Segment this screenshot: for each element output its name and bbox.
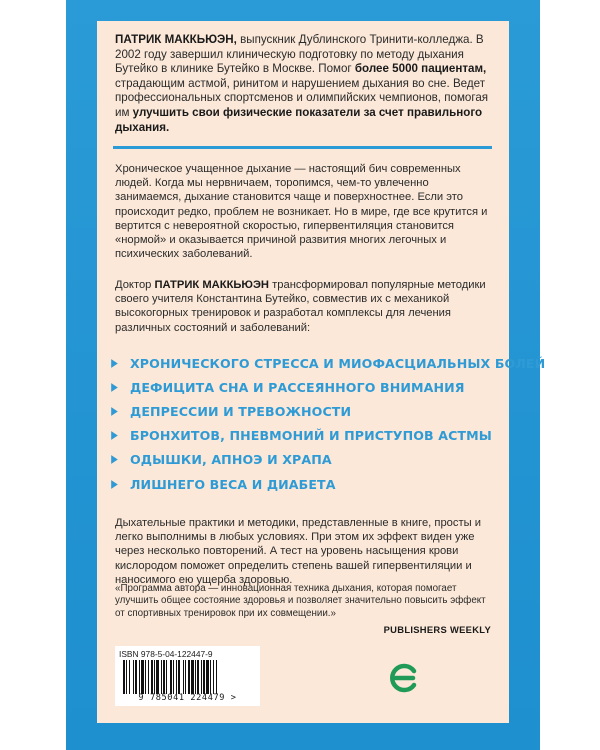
- barcode-bar: [129, 660, 130, 694]
- bio-highlight-patients: более 5000 пациентам,: [354, 62, 487, 76]
- condition-label: ДЕПРЕССИИ И ТРЕВОЖНОСТИ: [130, 403, 352, 419]
- condition-label: ОДЫШКИ, АПНОЭ И ХРАПА: [130, 452, 332, 468]
- condition-item: [109, 448, 504, 472]
- author-bio: [115, 33, 495, 135]
- method-prefix: Доктор: [115, 279, 155, 291]
- barcode-bar: [178, 660, 180, 694]
- barcode-bar: [139, 660, 140, 694]
- barcode-bar: [151, 660, 153, 694]
- condition-item: [109, 399, 504, 423]
- barcode-bar: [185, 660, 186, 694]
- review-source: PUBLISHERS WEEKLY: [383, 624, 491, 635]
- method-paragraph: [115, 278, 495, 335]
- barcode-bar: [154, 660, 155, 694]
- condition-label: БРОНХИТОВ, ПНЕВМОНИЙ И ПРИСТУПОВ АСТМЫ: [130, 428, 492, 444]
- intro-paragraph: Хроническое учащенное дыхание — настоящий бич современных людей. Когда мы нервничаем, торопимся, чем-то увлеченно занимаемся, дыхание становится чаще и поверхностнее. Если это происходит редко, проблем не возникает. Но в мире, где все крутится и вертится с невероятной скоростью, гипервентиляция становится «нормой» и оказывается причиной развития многих легочных и психических заболеваний.: [115, 163, 488, 261]
- barcode-bar: [123, 660, 125, 694]
- condition-item: [109, 424, 504, 448]
- chevron-right-icon: [109, 382, 120, 393]
- practice-paragraph: Дыхательные практики и методики, представленные в книге, просты и легко выполнимы в любых условиях. При этом их эффект виден уже через несколько повторений. А тест на уровень насыщения крови кислородом поможет определить степень вашей гипервентиляции и наносимого ею ущерба здоровью.: [115, 517, 482, 586]
- condition-label: ХРОНИЧЕСКОГО СТРЕССА И МИОФАСЦИАЛЬНЫХ БОЛЕЙ: [130, 355, 546, 371]
- chevron-right-icon: [109, 454, 120, 465]
- chevron-right-icon: [109, 430, 120, 441]
- condition-label: ДЕФИЦИТА СНА И РАССЕЯННОГО ВНИМАНИЯ: [130, 379, 465, 395]
- barcode-bar: [176, 660, 177, 694]
- isbn-label: ISBN 978-5-04-122447-9: [119, 649, 213, 659]
- bio-text-2: страдающим астмой, ринитом и нарушением дыхания во сне. Ведет профессиональных спортсменов и олимпийских чемпионов, помогая им: [115, 76, 489, 119]
- barcode-bar: [216, 660, 217, 694]
- method-text: трансформировал популярные методики своего учителя Константина Бутейко, совместив их с механикой высокогорных тренировок и разработал комплексы для лечения различных состояний и заболеваний:: [115, 279, 486, 334]
- barcode-bar: [203, 660, 205, 694]
- isbn-block: [115, 646, 260, 706]
- barcode-bar: [145, 660, 146, 694]
- barcode-bar: [133, 660, 134, 694]
- barcode-bar: [135, 660, 137, 694]
- barcode-bar: [201, 660, 202, 694]
- barcode-bar: [161, 660, 162, 694]
- barcode-bar: [126, 660, 127, 694]
- barcode-bar: [213, 660, 214, 694]
- barcode-bar: [170, 660, 172, 694]
- condition-item: [109, 472, 504, 496]
- conditions-list: [109, 351, 546, 496]
- chevron-right-icon: [109, 358, 120, 369]
- barcode-bar: [191, 660, 194, 694]
- author-name: ПАТРИК МАККЬЮЭН,: [115, 33, 237, 46]
- barcode-bar: [156, 660, 159, 694]
- barcode-bar: [173, 660, 174, 694]
- method-author: ПАТРИК МАККЬЮЭН: [154, 279, 270, 291]
- barcode: [121, 660, 255, 694]
- barcode-bar: [210, 660, 211, 694]
- condition-item: [109, 375, 504, 399]
- chevron-right-icon: [109, 479, 120, 490]
- barcode-bar: [195, 660, 196, 694]
- condition-label: ЛИШНЕГО ВЕСА И ДИАБЕТА: [130, 476, 336, 492]
- barcode-bar: [197, 660, 199, 694]
- barcode-bar: [163, 660, 165, 694]
- condition-item: [109, 351, 546, 375]
- chevron-right-icon: [109, 406, 120, 417]
- publisher-logo-icon: [387, 661, 421, 695]
- review-quote: «Программа автора — инновационная техника дыхания, которая помогает улучшить общее состояние здоровья и позволяет значительно повысить эффект от спортивных тренировок при их совмещении.»: [115, 583, 486, 619]
- back-cover-panel: [97, 21, 546, 723]
- barcode-bar: [141, 660, 144, 694]
- barcode-bar: [166, 660, 167, 694]
- barcode-bar: [188, 660, 190, 694]
- barcode-digits: 9 785041 224479 >: [138, 693, 237, 703]
- barcode-bar: [206, 660, 209, 694]
- section-divider: [113, 146, 492, 149]
- bio-text-1: выпускник Дублинского Тринити-колледжа. В 2002 году завершил клиническую подготовку по методу дыхания Бутейко в клинике Бутейко в Москве. Помог: [115, 33, 484, 76]
- bio-highlight-performance: улучшить свои физические показатели за счет правильного дыхания.: [115, 105, 483, 134]
- barcode-bar: [183, 660, 184, 694]
- barcode-bar: [148, 660, 149, 694]
